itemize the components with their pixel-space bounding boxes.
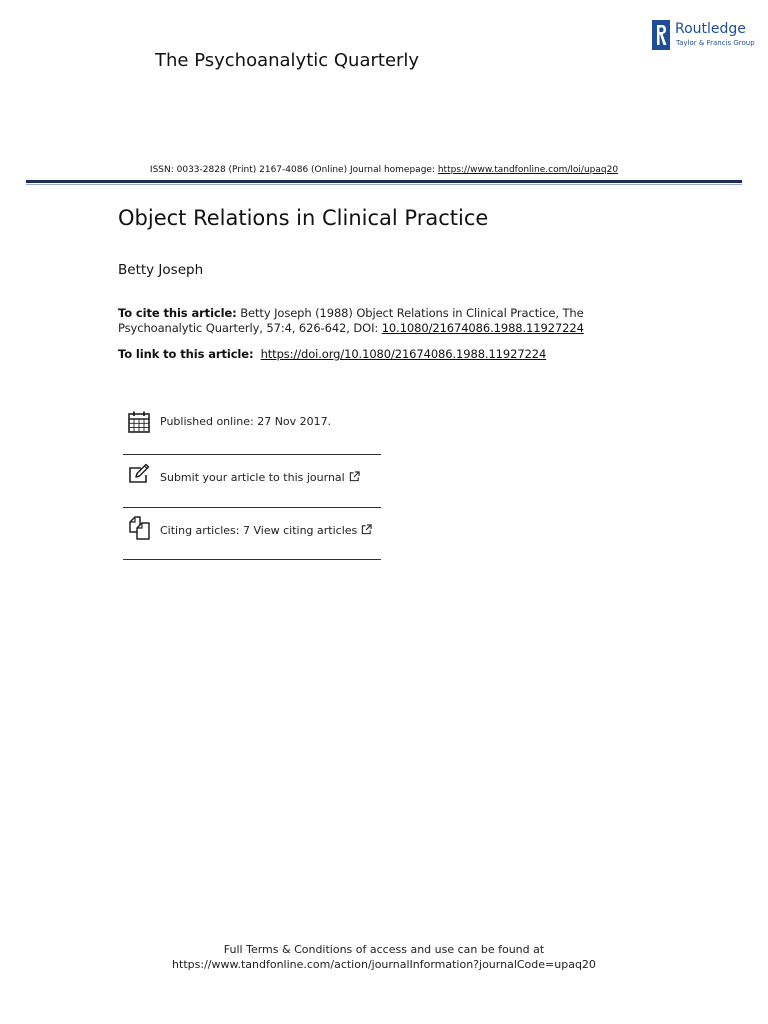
submit-row[interactable] — [123, 463, 381, 493]
citing-row[interactable] — [123, 516, 381, 546]
journal-title: The Psychoanalytic Quarterly — [155, 50, 420, 71]
routledge-logo-icon — [652, 20, 670, 50]
external-link-icon — [349, 471, 360, 482]
link-label: To link to this article: — [118, 347, 254, 361]
article-link-block — [118, 347, 546, 361]
doi-link[interactable]: 10.1080/21674086.1988.11927224 — [381, 321, 584, 335]
published-row — [123, 410, 381, 440]
publisher-logo[interactable] — [652, 20, 762, 52]
issn-text: ISSN: 0033-2828 (Print) 2167-4086 (Online) Journal homepage: — [149, 165, 438, 175]
article-title: Object Relations in Clinical Practice — [118, 206, 489, 230]
citation-block — [118, 306, 658, 336]
cite-label: To cite this article: — [118, 306, 237, 320]
publisher-group: Taylor & Francis Group — [676, 39, 755, 47]
info-divider — [123, 454, 381, 455]
calendar-icon — [127, 410, 151, 434]
cite-text: Betty Joseph (1988) Object Relations in Clinical Practice, The Psychoanalytic Quarterly, 57:4, 626-642, DOI: — [118, 306, 584, 335]
article-doi-url[interactable]: https://doi.org/10.1080/21674086.1988.11927224 — [260, 347, 547, 361]
footer-terms-url[interactable]: https://www.tandfonline.com/action/journalInformation?journalCode=upaq20 — [172, 958, 596, 971]
citing-articles-link[interactable] — [160, 524, 372, 537]
journal-homepage-link[interactable]: https://www.tandfonline.com/loi/upaq20 — [437, 165, 619, 175]
published-date: Published online: 27 Nov 2017. — [160, 415, 332, 428]
submit-label: Submit your article to this journal — [160, 471, 345, 484]
citing-documents-icon — [127, 516, 151, 540]
info-divider — [123, 559, 381, 560]
submit-article-link[interactable] — [160, 471, 360, 484]
footer — [0, 942, 768, 972]
header-rule-thin — [26, 184, 742, 185]
header-rule — [26, 180, 742, 183]
info-divider — [123, 507, 381, 508]
footer-terms-text: Full Terms & Conditions of access and use can be found at — [223, 943, 545, 956]
citing-label: Citing articles: 7 View citing articles — [160, 524, 358, 537]
edit-icon — [127, 463, 151, 487]
article-author: Betty Joseph — [118, 262, 204, 278]
publisher-name: Routledge — [675, 21, 746, 37]
issn-line — [0, 165, 768, 175]
external-link-icon — [361, 524, 372, 535]
